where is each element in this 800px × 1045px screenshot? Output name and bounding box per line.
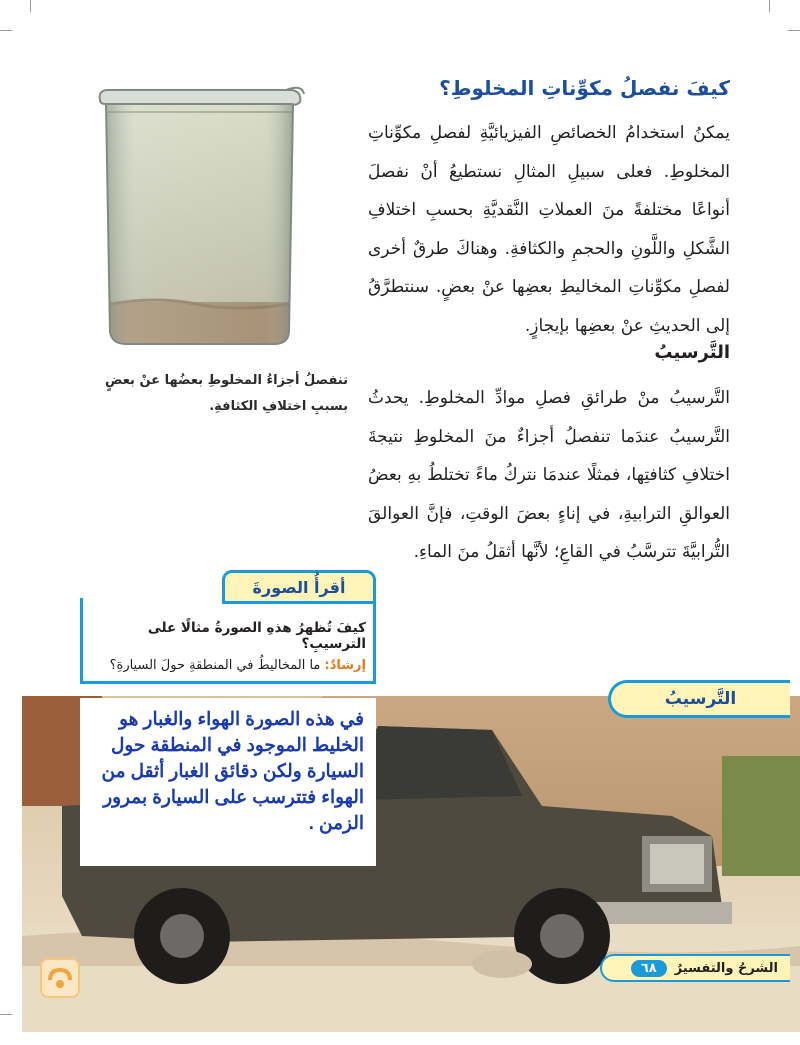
crop-mark [769,0,770,12]
photo-label-text: التَّرسيبُ [664,689,737,709]
answer-text: في هذه الصورة الهواء والغبار هو الخليط الموجود في المنطقة حول السيارة ولكن دقائق الغبار أثقل من الهواء فتترسب على السيارة بمرور الزمن . [101,708,364,833]
section-heading: كيفَ نفصلُ مكوِّناتِ المخلوطِ؟ [439,76,730,100]
paragraph-sedimentation: التَّرسيبُ منْ طرائقِ فصلِ موادِّ المخلوطِ. يحدثُ التَّرسيبُ عندَما تنفصلُ أجزاءٌ منَ المخلوطِ نتيجةَ اختلافِ كثافتِها، فمثلًا عندمَا نتركُ ماءً تختلطُ بهِ بعضُ العوالقِ الترابيةِ، في إناءٍ بعضَ الوقتِ، فإنَّ العوالقَ التُّرابيَّةَ تترسَّبُ في القاعِ؛ لأنَّها أثقلُ منَ الماءِ. [368,388,730,562]
hint-text: ما المخاليطُ في المنطقةِ حولَ السيارةِ؟ [109,658,321,673]
crop-mark [30,0,31,12]
paragraph-intro: يمكنُ استخدامُ الخصائصِ الفيزيائيَّةِ لفصلِ مكوِّناتِ المخلوطِ. فعلى سبيلِ المثالِ نستطيعُ أنْ نفصلَ أنواعًا مختلفةً منَ العملاتِ النَّقديَّةِ بحسبِ اختلافِ الشَّكلِ واللَّونِ والحجمِ والكثافةِ. وهناكَ طرقٌ أخرى لفصلِ مكوِّناتِ المخاليطِ بعضِها عنْ بعضٍ. سنتطرَّقُ إلى الحديثِ عنْ بعضِها بإيجازٍ. [368,123,730,336]
read-picture-tab [222,570,376,604]
photo-label-tab [608,680,790,718]
beaker-image [96,82,306,348]
read-picture-title: أقرأُ الصورةَ [252,577,346,597]
answer-box [80,698,376,866]
crop-mark [0,30,12,31]
page-footer [600,954,790,982]
publisher-logo-icon [40,958,80,998]
page-number: ٦٨ [631,960,667,977]
hint-label: إرشادٌ: [324,658,366,673]
crop-mark [0,1014,12,1015]
read-picture-question: كيفَ تُظهرُ هذهِ الصورةُ مثالًا على الترسيبِ؟ [147,620,366,652]
crop-mark [788,30,800,31]
subheading-sedimentation: التَّرسيبُ [654,342,730,363]
footer-section-name: الشرحُ والتفسيرُ [674,960,778,976]
read-picture-hint [90,658,366,673]
figure-caption: تنفصلُ أجزاءُ المخلوطِ بعضُها عنْ بعضٍ بسببِ اختلافِ الكثافةِ. [104,373,348,414]
